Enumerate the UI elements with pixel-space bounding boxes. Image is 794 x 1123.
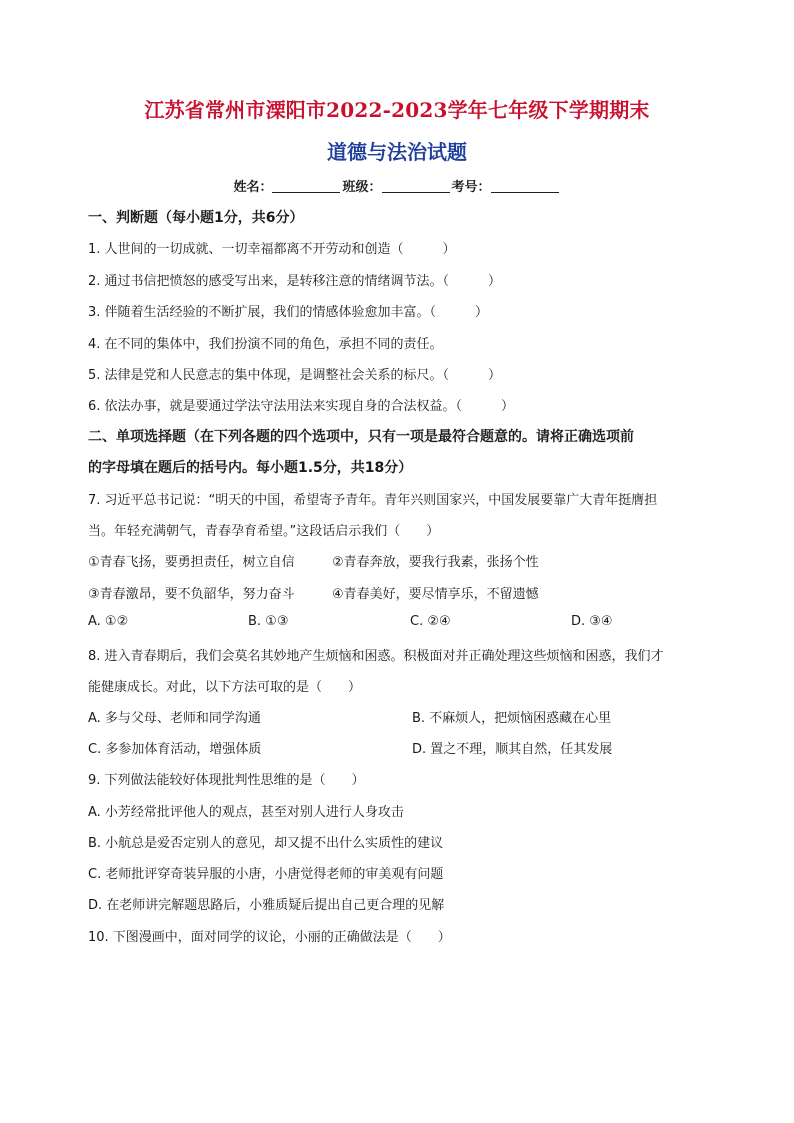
q7-statement-3: ③青春激昂，要不负韶华，努力奋斗 [88, 587, 295, 602]
section1-heading: 一、判断题（每小题1分，共6分） [88, 210, 304, 226]
name-label: 姓名： [233, 180, 273, 195]
q8-stem-line2: 能健康成长。对此，以下方法可取的是（ ） [88, 680, 362, 695]
q8-option-c: C. 多参加体育活动，增强体质 [88, 742, 262, 757]
judge-item-5: 5. 法律是党和人民意志的集中体现，是调整社会关系的标尺。（ ） [88, 368, 502, 383]
q9-option-a: A. 小芳经常批评他人的观点，甚至对别人进行人身攻击 [88, 805, 404, 820]
name-blank[interactable] [272, 192, 340, 193]
q7-option-c: C. ②④ [410, 614, 451, 629]
judge-item-6: 6. 依法办事，就是要通过学法守法用法来实现自身的合法权益。（ ） [88, 399, 515, 414]
section2-heading-line1: 二、单项选择题（在下列各题的四个选项中，只有一项是最符合题意的。请将正确选项前 [88, 429, 634, 445]
q7-stem-line2: 当。年轻充满朝气，青春孕育希望。”这段话启示我们（ ） [88, 524, 440, 539]
q9-option-b: B. 小航总是爱否定别人的意见，却又提不出什么实质性的建议 [88, 836, 444, 851]
q8-option-d: D. 置之不理，顺其自然，任其发展 [412, 742, 613, 757]
q7-statement-1: ①青春飞扬，要勇担责任，树立自信 [88, 555, 295, 570]
judge-item-1: 1. 人世间的一切成就、一切幸福都离不开劳动和创造（ ） [88, 242, 456, 257]
q7-option-d: D. ③④ [571, 614, 613, 629]
q8-stem-line1: 8. 进入青春期后，我们会莫名其妙地产生烦恼和困惑。积极面对并正确处理这些烦恼和困惑，我们才 [88, 649, 664, 664]
student-info-line [0, 176, 794, 195]
judge-item-3: 3. 伴随着生活经验的不断扩展，我们的情感体验愈加丰富。（ ） [88, 305, 489, 320]
exam-no-blank[interactable] [491, 192, 559, 193]
q9-option-d: D. 在老师讲完解题思路后，小雅质疑后提出自己更合理的见解 [88, 898, 445, 913]
exam-title: 江苏省常州市溧阳市2022-2023学年七年级下学期期末 [144, 98, 650, 122]
judge-item-2: 2. 通过书信把愤怒的感受写出来，是转移注意的情绪调节法。（ ） [88, 274, 502, 289]
exam-no-label: 考号： [451, 180, 491, 195]
q7-statement-4: ④青春美好，要尽情享乐，不留遗憾 [332, 587, 539, 602]
exam-subtitle: 道德与法治试题 [327, 140, 467, 164]
q8-option-a: A. 多与父母、老师和同学沟通 [88, 711, 261, 726]
q7-option-a: A. ①② [88, 614, 129, 629]
q9-stem: 9. 下列做法能较好体现批判性思维的是（ ） [88, 773, 365, 788]
class-blank[interactable] [382, 192, 450, 193]
class-label: 班级： [342, 180, 382, 195]
q9-option-c: C. 老师批评穿奇装异服的小唐，小唐觉得老师的审美观有问题 [88, 867, 444, 882]
section2-heading-line2: 的字母填在题后的括号内。每小题1.5分，共18分） [88, 460, 413, 476]
q7-stem-line1: 7. 习近平总书记说：“明天的中国，希望寄予青年。青年兴则国家兴，中国发展要靠广大青年挺膺担 [88, 493, 658, 508]
q7-option-b: B. ①③ [248, 614, 289, 629]
q8-option-b: B. 不麻烦人，把烦恼困惑藏在心里 [412, 711, 612, 726]
q7-statement-2: ②青春奔放，要我行我素，张扬个性 [332, 555, 539, 570]
q10-stem: 10. 下图漫画中，面对同学的议论，小丽的正确做法是（ ） [88, 930, 451, 945]
judge-item-4: 4. 在不同的集体中，我们扮演不同的角色，承担不同的责任。 [88, 337, 443, 352]
